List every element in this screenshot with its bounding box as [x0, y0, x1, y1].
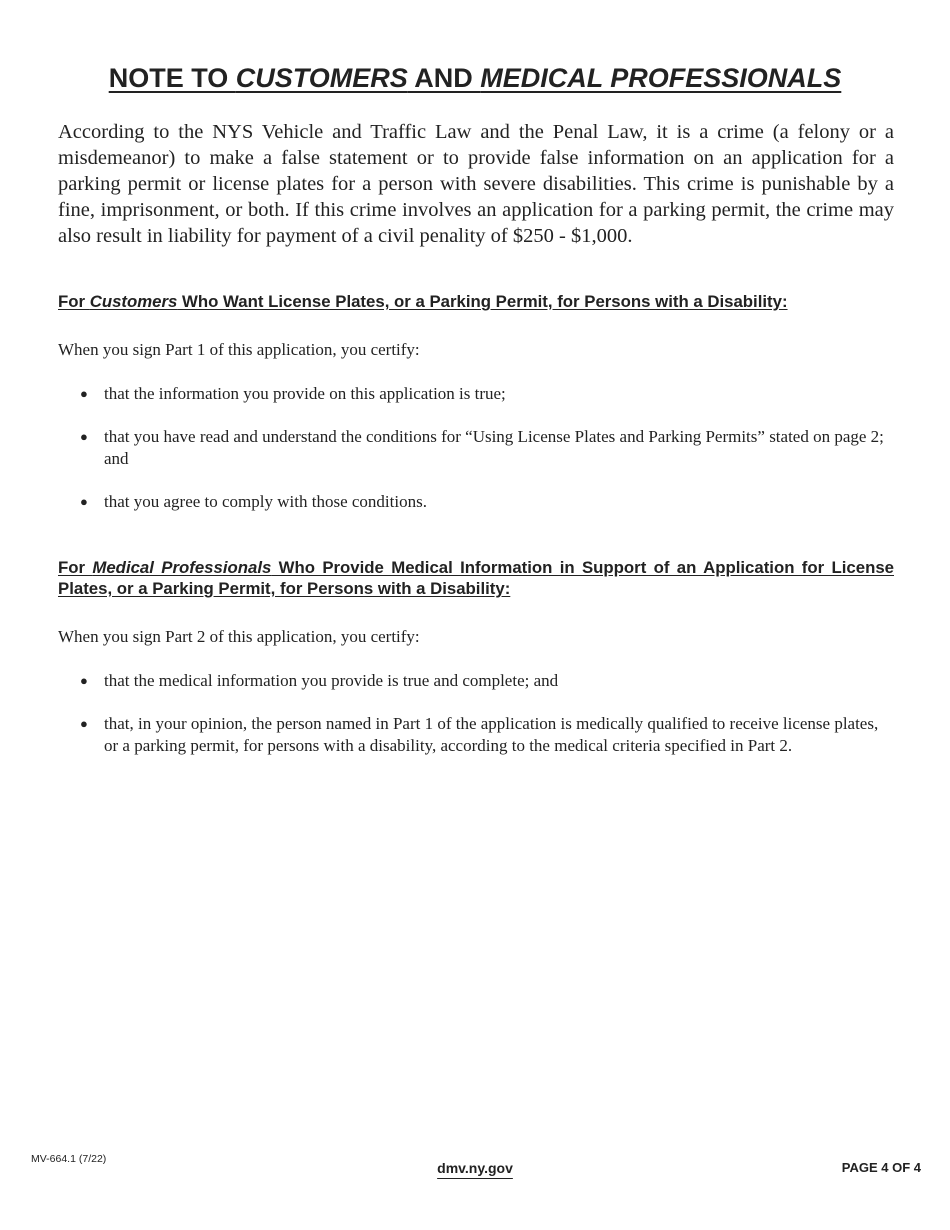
list-item — [78, 426, 888, 470]
website-link[interactable]: dmv.ny.gov — [437, 1160, 513, 1176]
list-item — [78, 670, 888, 692]
medical-heading-emph: Medical Professionals — [92, 558, 272, 577]
bullet-icon: ● — [80, 429, 88, 444]
medical-lead: When you sign Part 2 of this application, you certify: — [58, 627, 420, 646]
customers-lead: When you sign Part 1 of this application, you certify: — [58, 340, 420, 359]
customers-heading — [58, 291, 894, 312]
customers-heading-emph: Customers — [89, 292, 178, 311]
page-title — [0, 60, 950, 96]
list-item-text: that the medical information you provide is true and complete; and — [104, 671, 559, 690]
customers-certification-list — [78, 383, 888, 534]
page-number: PAGE 4 OF 4 — [841, 1160, 921, 1175]
form-id: MV-664.1 (7/22) — [31, 1153, 107, 1165]
list-item-text: that you have read and understand the conditions for “Using License Plates and Parking Permits” stated on page 2; and — [104, 427, 884, 468]
intro-paragraph: According to the NYS Vehicle and Traffic Law and the Penal Law, it is a crime (a felony or a misdemeanor) to make a false statement or to provide false information on an application for a parking permit or license plates for a person with severe disabilities. This crime is punishable by a fine, imprisonment, or both. If this crime involves an application for a parking permit, the crime may also result in liability for payment of a civil penality of $250 - $1,000. — [58, 121, 894, 247]
list-item — [78, 383, 888, 405]
medical-heading-rest: Who Provide Medical Information in Support of an Application for License Plates, or a Parking Permit, for Persons with a Disability: — [58, 558, 894, 598]
list-item — [78, 713, 888, 757]
list-item-text: that the information you provide on this application is true; — [104, 384, 506, 403]
customers-heading-rest: Who Want License Plates, or a Parking Permit, for Persons with a Disability: — [177, 292, 788, 311]
footer-website — [0, 1160, 950, 1176]
medical-certification-list — [78, 670, 888, 778]
title-prefix: NOTE TO — [108, 63, 236, 93]
medical-professionals-heading — [58, 557, 894, 599]
bullet-icon: ● — [80, 673, 88, 688]
list-item-text: that you agree to comply with those conditions. — [104, 492, 427, 511]
list-item-text: that, in your opinion, the person named in Part 1 of the application is medically qualified to receive license plates, or a parking permit, for persons with a disability, according to the medical criteria specified in Part 2. — [104, 714, 879, 755]
title-and: AND — [407, 63, 481, 93]
bullet-icon: ● — [80, 494, 88, 509]
bullet-icon: ● — [80, 716, 88, 731]
bullet-icon: ● — [80, 386, 88, 401]
title-medical-professionals: MEDICAL PROFESSIONALS — [480, 63, 842, 93]
title-customers: CUSTOMERS — [235, 63, 408, 93]
medical-heading-prefix: For — [58, 558, 93, 577]
list-item — [78, 491, 888, 513]
customers-heading-prefix: For — [58, 292, 90, 311]
